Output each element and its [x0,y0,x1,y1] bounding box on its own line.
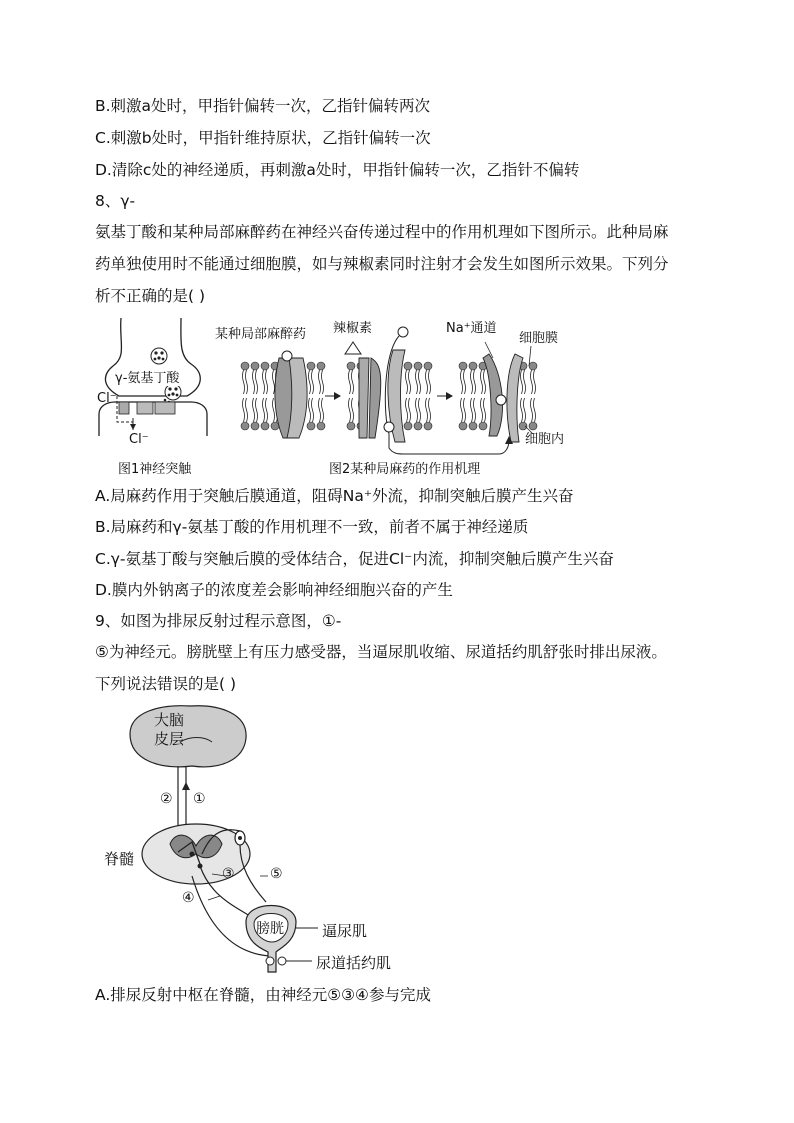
neuron-5-label: ⑤ [270,866,283,882]
option-a-q8: A.局麻药作用于突触后膜通道，阻碍Na⁺外流，抑制突触后膜产生兴奋 [95,487,574,505]
figure1-caption: 图1神经突触 [118,462,192,477]
option-c-q8: C.γ-氨基丁酸与突触后膜的受体结合，促进Cl⁻内流，抑制突触后膜产生兴奋 [95,550,614,568]
question-8-number: 8、γ- [95,192,136,210]
capsaicin-label: 辣椒素 [333,321,373,336]
cell-membrane-label: 细胞膜 [519,331,559,346]
figure-micturition-reflex [100,704,400,974]
figure-anesthetic-mechanism [213,314,583,479]
spinal-cord-label: 脊髓 [104,850,135,868]
neuron-4-label: ④ [182,890,195,906]
na-channel-label: Na⁺通道 [446,321,497,336]
urethral-sphincter-label: 尿道括约肌 [316,954,392,972]
option-d-q8: D.膜内外钠离子的浓度差会影响神经细胞兴奋的产生 [95,581,453,599]
intracellular-label: 细胞内 [525,432,565,447]
figure-synapse [93,314,213,479]
brain-label-line2: 皮层 [154,730,185,748]
cl-top-label: Cl⁻ [97,391,117,406]
question-9-stem-1: ⑤为神经元。膀胱壁上有压力感受器，当逼尿肌收缩、尿道括约肌舒张时排出尿液。 [95,643,667,661]
neuron-1-label: ① [193,791,206,807]
anesthetic-label: 某种局部麻醉药 [215,327,307,342]
gaba-label: γ-氨基丁酸 [115,367,179,386]
option-d-q7: D.清除c处的神经递质，再刺激a处时，甲指针偏转一次，乙指针不偏转 [95,161,580,179]
bladder-label: 膀胱 [256,921,284,937]
question-8-stem-3: 析不正确的是( ) [95,287,206,305]
detrusor-label: 逼尿肌 [322,922,368,940]
question-8-stem-2: 药单独使用时不能通过细胞膜，如与辣椒素同时注射才会发生如图所示效果。下列分 [95,255,669,273]
neuron-3-label: ③ [222,866,235,882]
option-c-q7: C.刺激b处时，甲指针维持原状，乙指针偏转一次 [95,129,431,147]
question-9-number: 9、如图为排尿反射过程示意图，①- [95,612,342,630]
cl-bottom-label: Cl⁻ [129,432,149,447]
brain-label-line1: 大脑 [154,711,185,729]
question-9-stem-2: 下列说法错误的是( ) [95,675,237,693]
figure2-caption: 图2某种局麻药的作用机理 [329,462,481,477]
question-8-stem-1: 氨基丁酸和某种局部麻醉药在神经兴奋传递过程中的作用机理如下图所示。此种局麻 [95,223,669,241]
option-b-q8: B.局麻药和γ-氨基丁酸的作用机理不一致，前者不属于神经递质 [95,518,529,536]
option-a-q9: A.排尿反射中枢在脊髓，由神经元⑤③④参与完成 [95,986,431,1004]
neuron-2-label: ② [160,791,173,807]
option-b-q7: B.刺激a处时，甲指针偏转一次，乙指针偏转两次 [95,97,431,115]
